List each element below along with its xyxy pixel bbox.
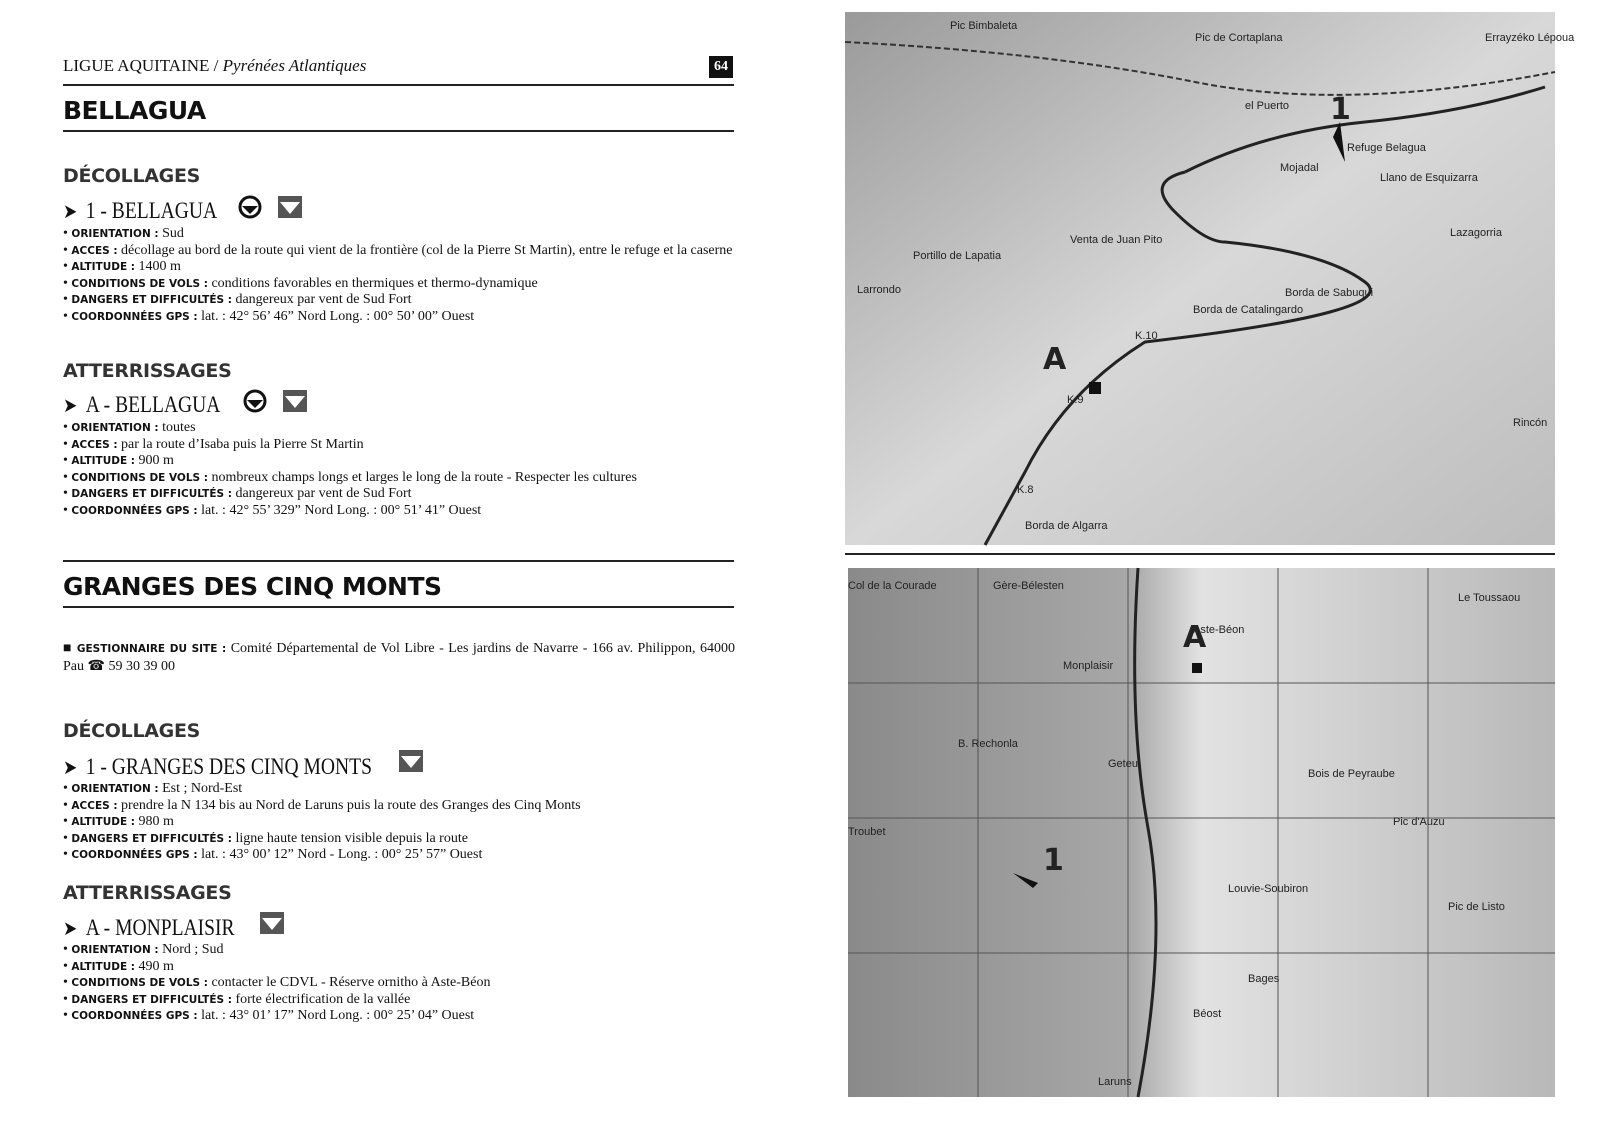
field-row: • ALTITUDE : 980 m	[63, 814, 174, 829]
hang-glider-icon	[260, 912, 284, 934]
field-row: • COORDONNÉES GPS : lat. : 42° 55’ 329” Nord Long. : 00° 51’ 41” Ouest	[63, 502, 482, 518]
map-label: Le Toussaou	[1458, 592, 1521, 604]
field-value: toutes	[162, 420, 196, 435]
running-header	[63, 56, 366, 76]
takeoff-details	[63, 781, 735, 864]
map-label: Troubet	[848, 826, 886, 838]
field-label: CONDITIONS DE VOLS :	[71, 471, 208, 484]
topographic-map-bellagua	[845, 12, 1575, 545]
field-row: • CONDITIONS DE VOLS : contacter le CDVL - Réserve ornitho à Aste-Béon	[63, 975, 491, 990]
field-row: • DANGERS ET DIFFICULTÉS : dangereux par vent de Sud Fort	[63, 292, 412, 307]
field-value: ligne haute tension visible depuis la route	[235, 830, 468, 846]
field-value: conditions favorables en thermiques et thermo-dynamique	[211, 275, 538, 291]
field-label: DANGERS ET DIFFICULTÉS :	[71, 488, 232, 500]
field-label: ALTITUDE :	[71, 816, 135, 828]
field-label: ACCES :	[71, 244, 118, 257]
map-label: Venta de Juan Pito	[1070, 234, 1163, 246]
landing-title: ➤ A - BELLAGUA	[63, 392, 221, 417]
map-label: Llano de Esquizarra	[1380, 172, 1478, 184]
field-row: • ORIENTATION : Est ; Nord-Est	[63, 781, 243, 796]
map-label: 1	[1043, 843, 1064, 878]
map-label: B. Rechonla	[958, 738, 1018, 750]
field-row: • CONDITIONS DE VOLS : conditions favorables en thermiques et thermo-dynamique	[63, 275, 538, 291]
landings-heading: ATTERRISSAGES	[63, 882, 232, 904]
field-row: • COORDONNÉES GPS : lat. : 42° 56’ 46” Nord Long. : 00° 50’ 00” Ouest	[63, 308, 475, 324]
map-label: Col de la Courade	[848, 580, 937, 592]
takeoff-details	[63, 226, 735, 325]
map-label: Pic d'Auzu	[1393, 816, 1445, 828]
map-label: Borda de Catalingardo	[1193, 304, 1304, 316]
divider	[63, 130, 734, 132]
field-row: • DANGERS ET DIFFICULTÉS : forte électrification de la vallée	[63, 991, 411, 1007]
field-label: COORDONNÉES GPS :	[71, 310, 198, 323]
field-value: 1400 m	[138, 259, 181, 274]
field-label: ALTITUDE :	[71, 455, 135, 467]
divider	[63, 560, 734, 562]
map-label: Portillo de Lapatia	[913, 250, 1002, 262]
field-label: ORIENTATION :	[71, 422, 159, 434]
field-label: DANGERS ET DIFFICULTÉS :	[71, 993, 232, 1006]
phone-icon: ☎	[87, 659, 105, 674]
arrow-icon: ➤	[63, 395, 78, 417]
field-label: DANGERS ET DIFFICULTÉS :	[71, 832, 232, 845]
field-value: dangereux par vent de Sud Fort	[235, 292, 412, 307]
field-value: 490 m	[138, 958, 174, 974]
field-row: • COORDONNÉES GPS : lat. : 43° 01’ 17” Nord Long. : 00° 25’ 04” Ouest	[63, 1008, 475, 1023]
field-label: CONDITIONS DE VOLS :	[71, 977, 208, 989]
landing-marker-icon	[1089, 382, 1101, 394]
topographic-map-granges	[848, 568, 1555, 1097]
site-title: BELLAGUA	[63, 96, 206, 125]
field-row: • CONDITIONS DE VOLS : nombreux champs longs et larges le long de la route - Respecter les cultures	[63, 469, 637, 485]
map-label: Gère-Bélesten	[993, 580, 1064, 592]
field-row: • ORIENTATION : toutes	[63, 420, 196, 435]
map-label: Refuge Belagua	[1347, 142, 1426, 154]
map-label: Bages	[1248, 973, 1280, 985]
takeoff-title: ➤ 1 - BELLAGUA	[63, 198, 218, 223]
field-label: ACCES :	[71, 438, 118, 451]
map-label: Louvie-Soubiron	[1228, 883, 1309, 895]
field-label: COORDONNÉES GPS :	[71, 1010, 198, 1022]
field-label: ACCES :	[71, 799, 118, 812]
divider	[845, 553, 1555, 555]
map-label: Pic de Cortaplana	[1195, 32, 1283, 44]
field-value: 980 m	[138, 814, 174, 829]
field-value: 900 m	[138, 453, 174, 468]
landing-title: ➤ A - MONPLAISIR	[63, 915, 235, 940]
field-label: ALTITUDE :	[71, 960, 135, 973]
map-label: A	[1183, 620, 1207, 655]
field-value: décollage au bord de la route qui vient de la frontière (col de la Pierre St Martin), entre le refuge et la caserne	[121, 242, 733, 258]
field-label: COORDONNÉES GPS :	[71, 849, 198, 861]
map-label: Pic Bimbaleta	[950, 20, 1018, 32]
parachute-icon	[238, 195, 262, 219]
landings-heading: ATTERRISSAGES	[63, 360, 232, 382]
field-value: dangereux par vent de Sud Fort	[235, 486, 412, 501]
map-label: Larrondo	[857, 284, 902, 296]
field-row: • ALTITUDE : 490 m	[63, 958, 174, 974]
map-label: A	[1043, 342, 1067, 377]
field-value: lat. : 43° 00’ 12” Nord - Long. : 00° 25’ 57” Ouest	[201, 847, 483, 862]
arrow-icon: ➤	[63, 757, 78, 779]
field-label: COORDONNÉES GPS :	[71, 504, 198, 517]
field-row: • ORIENTATION : Nord ; Sud	[63, 942, 224, 957]
field-row: • ORIENTATION : Sud	[63, 226, 184, 241]
map-label: Borda de Sabuqui	[1285, 287, 1374, 299]
field-label: DANGERS ET DIFFICULTÉS :	[71, 294, 232, 306]
takeoffs-heading: DÉCOLLAGES	[63, 720, 201, 742]
map-label: Aste-Béon	[1193, 624, 1245, 636]
field-row: • DANGERS ET DIFFICULTÉS : ligne haute tension visible depuis la route	[63, 830, 468, 846]
field-row: • DANGERS ET DIFFICULTÉS : dangereux par vent de Sud Fort	[63, 486, 412, 501]
map-label: Monplaisir	[1063, 660, 1114, 672]
site-manager: ■ GESTIONNAIRE DU SITE : Comité Départemental de Vol Libre - Les jardins de Navarre - 166 av. Philippon, 64000 Pau ☎ 59 30 39 00	[63, 641, 735, 674]
map-label: Pic de Listo	[1448, 901, 1505, 913]
site-title: GRANGES DES CINQ MONTS	[63, 572, 442, 601]
map-label: Bois de Peyraube	[1308, 768, 1395, 780]
field-value: lat. : 43° 01’ 17” Nord Long. : 00° 25’ 04” Ouest	[201, 1008, 475, 1023]
map-label: Geteu	[1108, 758, 1138, 770]
page-number: 64	[709, 56, 733, 78]
field-value: Est ; Nord-Est	[162, 781, 243, 796]
field-value: Nord ; Sud	[162, 942, 224, 957]
map-label: 1	[1330, 92, 1351, 127]
divider	[63, 606, 734, 608]
field-row: • ALTITUDE : 1400 m	[63, 259, 181, 274]
region-name: Pyrénées Atlantiques	[222, 56, 367, 75]
map-label: K.8	[1017, 484, 1034, 496]
takeoff-title: ➤ 1 - GRANGES DES CINQ MONTS	[63, 754, 372, 779]
field-label: ORIENTATION :	[71, 783, 159, 795]
map-label: el Puerto	[1245, 100, 1290, 112]
field-row: • COORDONNÉES GPS : lat. : 43° 00’ 12” Nord - Long. : 00° 25’ 57” Ouest	[63, 847, 483, 862]
field-label: CONDITIONS DE VOLS :	[71, 277, 208, 290]
map-label: Borda de Algarra	[1025, 520, 1108, 532]
arrow-icon: ➤	[63, 201, 78, 223]
landing-marker-icon	[1192, 663, 1202, 673]
map-label: Mojadal	[1280, 162, 1319, 174]
field-value: forte électrification de la vallée	[235, 991, 411, 1007]
field-row: • ACCES : décollage au bord de la route qui vient de la frontière (col de la Pierre St Martin), entre le refuge et la caserne	[63, 242, 733, 258]
map-terrain	[845, 12, 1555, 545]
map-label: Béost	[1193, 1008, 1222, 1020]
map-label: Errayzéko Lépoua	[1485, 32, 1575, 44]
field-value: lat. : 42° 55’ 329” Nord Long. : 00° 51’ 41” Ouest	[201, 502, 482, 518]
takeoffs-heading: DÉCOLLAGES	[63, 165, 201, 187]
field-value: lat. : 42° 56’ 46” Nord Long. : 00° 50’ 00” Ouest	[201, 308, 475, 324]
divider	[63, 84, 734, 86]
map-label: K.9	[1067, 394, 1084, 406]
map-label: K.10	[1135, 330, 1158, 342]
landing-icons	[243, 389, 307, 413]
field-row: • ACCES : prendre la N 134 bis au Nord de Laruns puis la route des Granges des Cinq Monts	[63, 797, 581, 813]
map-label: Laruns	[1098, 1076, 1132, 1088]
hang-glider-icon	[278, 196, 302, 218]
hang-glider-icon	[283, 390, 307, 412]
landing-details	[63, 942, 735, 1025]
field-value: prendre la N 134 bis au Nord de Laruns puis la route des Granges des Cinq Monts	[121, 797, 581, 813]
parachute-icon	[243, 389, 267, 413]
field-label: ORIENTATION :	[71, 944, 159, 956]
landing-details	[63, 420, 735, 519]
field-value: Sud	[162, 226, 184, 241]
arrow-icon: ➤	[63, 918, 78, 940]
field-row: • ALTITUDE : 900 m	[63, 453, 174, 468]
square-bullet-icon: ■	[63, 641, 77, 656]
field-value: nombreux champs longs et larges le long de la route - Respecter les cultures	[211, 469, 637, 485]
league-name: LIGUE AQUITAINE /	[63, 56, 223, 75]
field-value: par la route d’Isaba puis la Pierre St Martin	[121, 436, 364, 452]
field-value: contacter le CDVL - Réserve ornitho à Aste-Béon	[211, 975, 491, 990]
field-label: ORIENTATION :	[71, 228, 159, 240]
takeoff-icons	[238, 195, 302, 219]
field-row: • ACCES : par la route d’Isaba puis la Pierre St Martin	[63, 436, 364, 452]
map-label: Lazagorria	[1450, 227, 1502, 239]
hang-glider-icon	[399, 750, 423, 772]
field-label: ALTITUDE :	[71, 261, 135, 273]
map-label: Rincón	[1513, 417, 1548, 429]
